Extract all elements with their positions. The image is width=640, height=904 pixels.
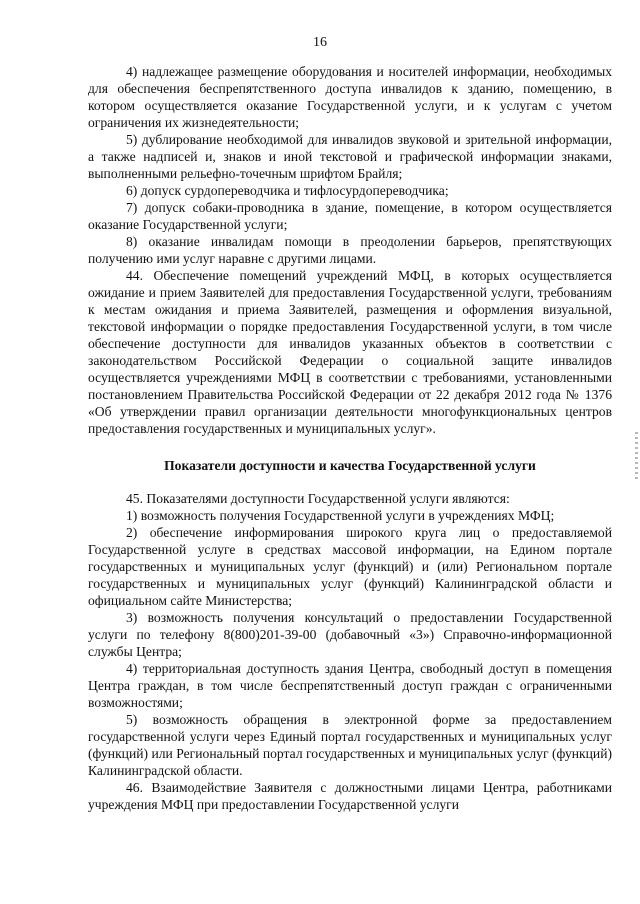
document-body bbox=[88, 63, 612, 813]
paragraph-45-item-2: 2) обеспечение информирования широкого круга лиц о предоставляемой Государственной услуге в средствах массовой информации, на Едином портале государственных и муниципальных услуг (функций) и (или) Региональном портале государственных и муниципальных услуг (функций) Калининградской области и официальном сайте Министерства; bbox=[88, 525, 612, 608]
paragraph-45: 45. Показателями доступности Государственной услуги являются: bbox=[126, 491, 510, 506]
paragraph-item-5: 5) дублирование необходимой для инвалидов звуковой и зрительной информации, а также надписей и, знаков и иной текстовой и графической информации знаками, выполненными рельефно-точечным шрифтом Брайля; bbox=[88, 132, 612, 181]
paragraph-45-item-1: 1) возможность получения Государственной услуги в учреждениях МФЦ; bbox=[126, 508, 555, 523]
paragraph-46: 46. Взаимодействие Заявителя с должностными лицами Центра, работниками учреждения МФЦ при предоставлении Государственной услуги bbox=[88, 780, 612, 812]
paragraph-45-item-5: 5) возможность обращения в электронной форме за предоставлением государственной услуги через Единый портал государственных и муниципальных услуг (функций) или Региональный портал государственных и муниципальных услуг (функций) Калининградской области. bbox=[88, 712, 612, 778]
paragraph-44: 44. Обеспечение помещений учреждений МФЦ, в которых осуществляется ожидание и прием Заявителей для предоставления Государственной услуги, требованиям к местам ожидания и приема Заявителей, размещения и оформления визуальной, текстовой информации о порядке предоставления Государственной услуги, в том числе обеспечение доступности для инвалидов указанных объектов в соответствии с законодательством Российской Федерации о социальной защите инвалидов осуществляется учреждениями МФЦ в соответствии с требованиями, установленными постановлением Правительства Российской Федерации от 22 декабря 2012 года № 1376 «Об утверждении правил организации деятельности многофункциональных центров предоставления государственных и муниципальных услуг». bbox=[88, 268, 612, 436]
paragraph-45-item-4: 4) территориальная доступность здания Центра, свободный доступ в помещения Центра граждан, в том числе беспрепятственный доступ граждан с ограниченными возможностями; bbox=[88, 661, 612, 710]
paragraph-item-6: 6) допуск сурдопереводчика и тифлосурдопереводчика; bbox=[126, 183, 449, 198]
page-number: 16 bbox=[313, 35, 327, 50]
paragraph-item-8: 8) оказание инвалидам помощи в преодолении барьеров, препятствующих получению ими услуг наравне с другими лицами. bbox=[88, 234, 612, 266]
section-heading: Показатели доступности и качества Государственной услуги bbox=[164, 458, 536, 473]
paragraph-item-7: 7) допуск собаки-проводника в здание, помещение, в котором осуществляется оказание Государственной услуги; bbox=[88, 200, 612, 232]
scan-edge-mark bbox=[635, 432, 638, 480]
paragraph-45-item-3: 3) возможность получения консультаций о предоставлении Государственной услуги по телефону 8(800)201-39-00 (добавочный «3») Справочно-информационной службы Центра; bbox=[88, 610, 612, 659]
paragraph-item-4: 4) надлежащее размещение оборудования и носителей информации, необходимых для обеспечения беспрепятственного доступа инвалидов к зданию, помещению, в котором осуществляется оказание Государственной услуги, и к услугам с учетом ограничения их жизнедеятельности; bbox=[88, 64, 612, 130]
